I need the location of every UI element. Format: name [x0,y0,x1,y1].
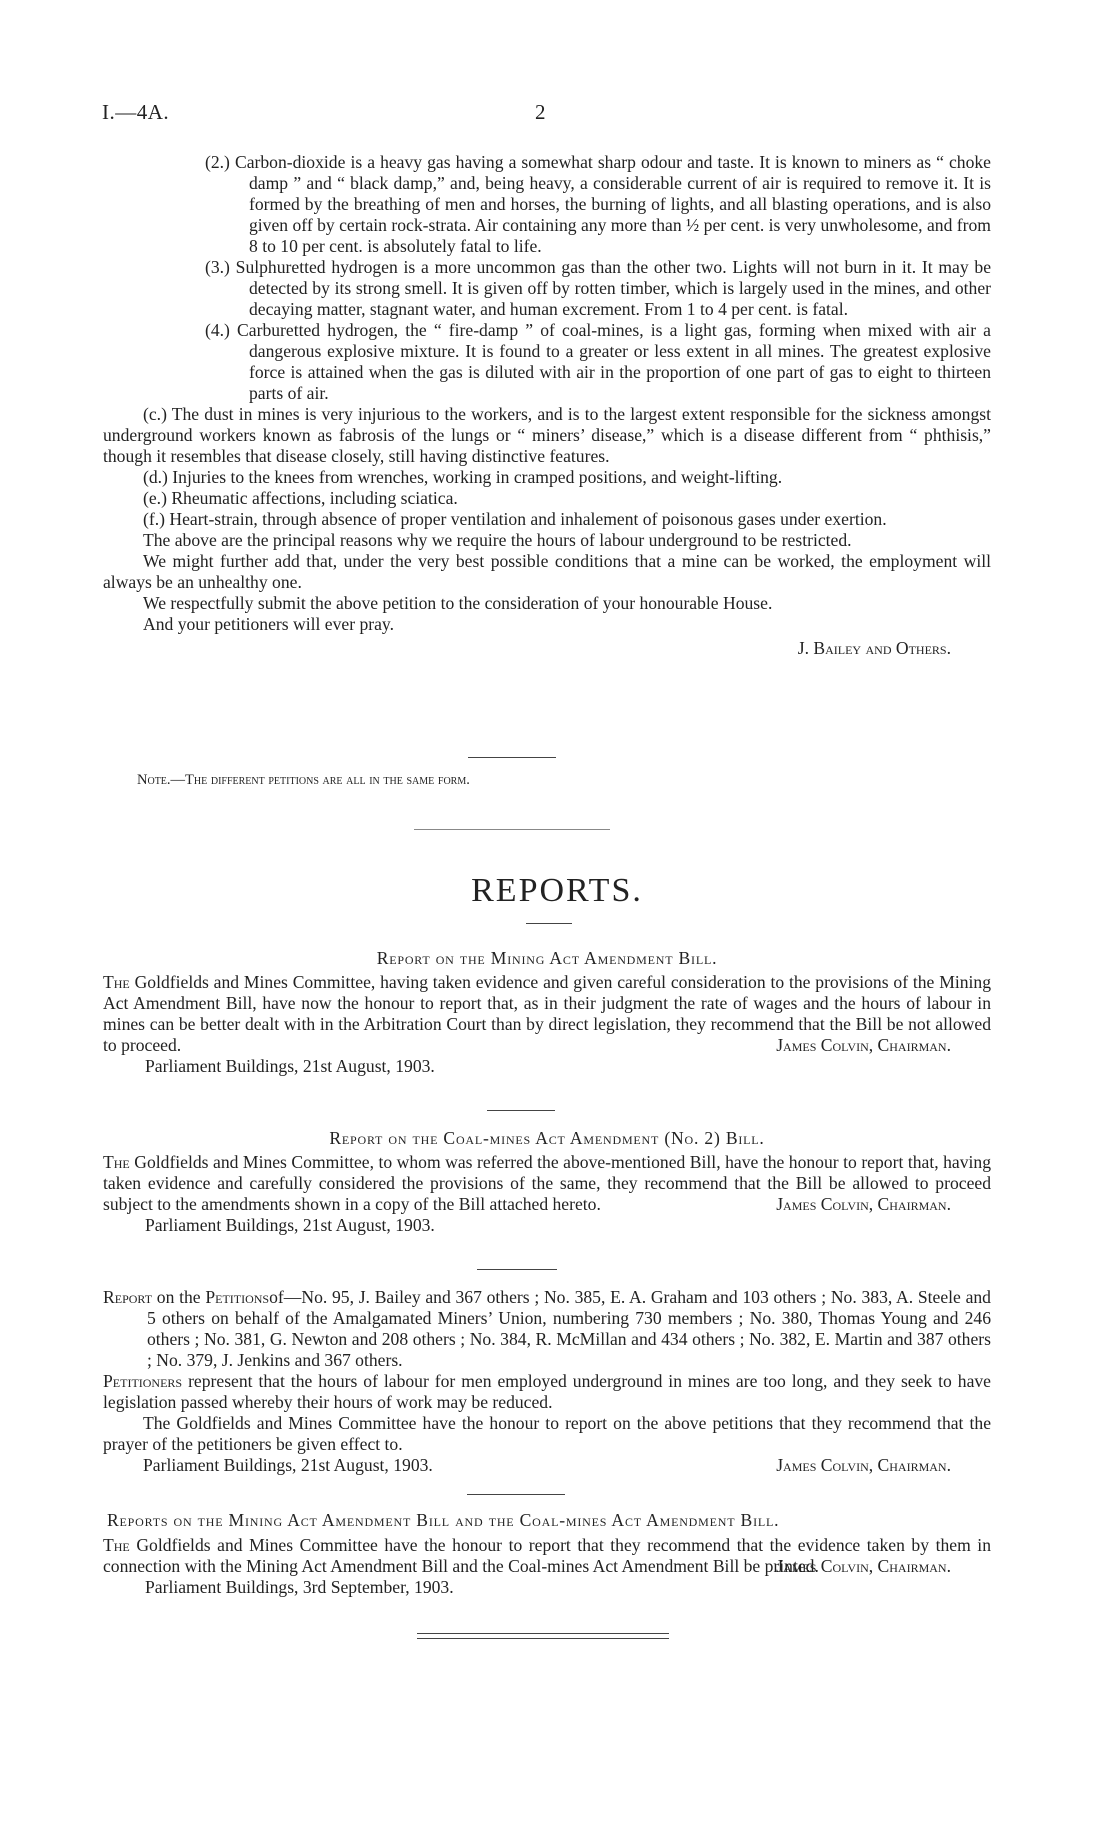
report-1-heading: Report on the Mining Act Amendment Bill. [376,948,718,968]
report-3-place: Parliament Buildings, 21st August, 1903. [143,1455,433,1475]
report-both-bills [103,1510,991,1598]
petition-para-2: (2.) Carbon-dioxide is a heavy gas having a somewhat sharp odour and taste. It is known to miners as “ choke damp ” and “ black damp,” and, being heavy, a considerable current of air is required to remove it. It is formed by the breathing of men and horses, the burning of lights, and all blasting operations, and is also given off by certain rock-strata. Air containing any more than ½ per cent. is very unwholesome, and from 8 to 10 per cent. is absolutely fatal to life. [205,152,991,256]
report-3-committee: The Goldfields and Mines Committee have the honour to report on the above petitions that they recommend that the prayer of the petitioners be given effect to. [103,1413,991,1454]
petition-para-4: (4.) Carburetted hydrogen, the “ fire-damp ” of coal-mines, is a light gas, forming when mixed with air a dangerous explosive mixture. It is found to a greater or less extent in all mines. The greatest explosive force is attained when the gas is diluted with air in the proportion of one part of gas to eight to thirteen parts of air. [205,320,991,403]
report-3-petitioners-lead: Petitioners [103,1371,183,1391]
report-1-lead: The [103,972,130,992]
report-4-place: Parliament Buildings, 3rd September, 1903. [145,1577,454,1597]
report-petitions [103,1287,991,1476]
petition-signature: J. Bailey and Others. [797,638,951,658]
report-3-text: of—No. 95, J. Bailey and 367 others ; No. 385, E. A. Graham and 103 others ; No. 383, A. Steele and 5 others on behalf of the Amalgamated Miners’ Union, numbering 730 members ; No. 380, Thomas Young and 246 others ; No. 381, G. Newton and 208 others ; No. 384, R. McMillan and 434 others ; No. 382, E. Martin and 387 others ; No. 379, J. Jenkins and 367 others. [147,1287,991,1370]
report-1-text: Goldfields and Mines Committee, having taken evidence and given careful consideration to the provisions of the Mining Act Amendment Bill, have now the honour to report that, as in their judgment the rate of wages and the hours of labour in mines can be better dealt with in the Arbitration Court than by direct legislation, they recommend that the Bill be not allowed to proceed. [103,972,991,1055]
report-4-heading: Reports on the Mining Act Amendment Bill and the Coal-mines Act Amendment Bill. [107,1510,780,1530]
report-3-lead2: Petitions [205,1287,270,1307]
petition-para-e: (e.) Rheumatic affections, including sciatica. [143,488,458,508]
end-double-rule [417,1633,669,1639]
petition-para-f: (f.) Heart-strain, through absence of proper ventilation and inhalement of poisonous gases under exertion. [143,509,887,529]
divider [467,1494,565,1495]
report-2-place: Parliament Buildings, 21st August, 1903. [145,1215,435,1235]
petition-body [103,152,991,659]
report-4-signature: James Colvin, Chairman. [776,1556,951,1576]
report-4-text: Goldfields and Mines Committee have the honour to report that they recommend that the evidence taken by them in connection with the Mining Act Amendment Bill and the Coal-mines Act Amendment Bill be printed. [103,1535,991,1576]
petition-para-3: (3.) Sulphuretted hydrogen is a more uncommon gas than the other two. Lights will not burn in it. It may be detected by its strong smell. It is given off by rotten timber, which is largely used in the mines, and other decaying matter, stagnant water, and human excrement. From 1 to 4 per cent. is fatal. [205,257,991,319]
section-reference: I.—4A. [102,100,170,124]
page-number: 2 [535,100,546,124]
divider [477,1269,557,1270]
petition-note: Note.—The different petitions are all in the same form. [137,772,470,788]
section-divider [414,829,610,830]
divider [487,1110,555,1111]
petition-para-c: (c.) The dust in mines is very injurious to the workers, and is to the largest extent responsible for the sickness amongst underground workers known as fabrosis of the lungs or “ miners’ disease,” which is a disease different from “ phthisis,” though it resembles that disease closely, still having distinctive features. [103,404,991,466]
report-3-petitioners-text: represent that the hours of labour for men employed underground in mines are too long, and they seek to have legislation passed whereby their hours of work may be reduced. [103,1371,991,1412]
reports-title: REPORTS. [471,872,643,909]
report-2-signature: James Colvin, Chairman. [776,1194,951,1214]
report-1-signature: James Colvin, Chairman. [776,1035,951,1055]
divider [468,757,556,758]
report-mining-act [103,948,991,1077]
report-coal-mines [103,1128,991,1236]
petition-para-submit: We respectfully submit the above petition to the consideration of your honourable House. [143,593,773,613]
report-4-lead: The [103,1535,130,1555]
report-1-place: Parliament Buildings, 21st August, 1903. [145,1056,435,1076]
report-3-lead: Report [103,1287,153,1307]
report-3-mid: on the [156,1287,201,1307]
report-2-heading: Report on the Coal-mines Act Amendment (No. 2) Bill. [329,1128,765,1148]
petition-para-pray: And your petitioners will ever pray. [143,614,394,634]
petition-para-d: (d.) Injuries to the knees from wrenches, working in cramped positions, and weight-lifting. [143,467,783,487]
report-2-lead: The [103,1152,130,1172]
report-2-text: Goldfields and Mines Committee, to whom was referred the above-mentioned Bill, have the honour to report that, having taken evidence and carefully considered the provisions of the same, they recommend that the Bill be allowed to proceed subject to the amendments shown in a copy of the Bill attached hereto. [103,1152,991,1214]
petition-para-further: We might further add that, under the very best possible conditions that a mine can be worked, the employment will always be an unhealthy one. [103,551,991,592]
report-3-signature: James Colvin, Chairman. [776,1455,951,1475]
petition-para-above: The above are the principal reasons why we require the hours of labour underground to be restricted. [143,530,852,550]
title-rule [526,923,572,924]
